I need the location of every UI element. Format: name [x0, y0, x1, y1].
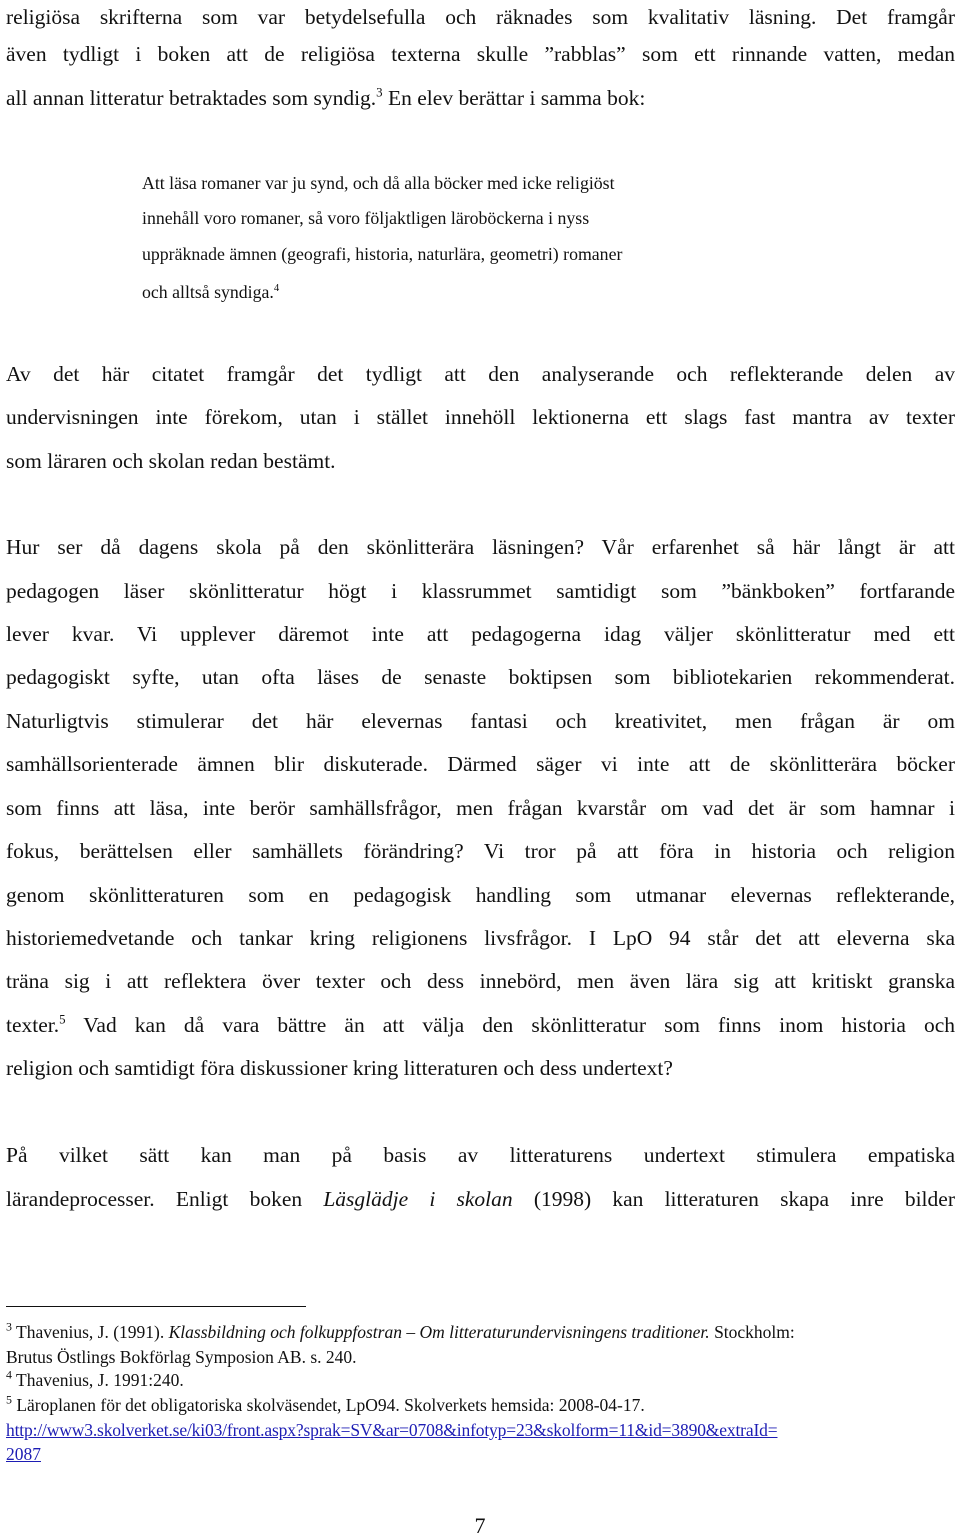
footnote-5-link-continued[interactable]: 2087	[6, 1444, 41, 1464]
footnote-3-line-2: Brutus Östlings Bokförlag Symposion AB. s. 240.	[6, 1347, 357, 1367]
footnote-5-text: Läroplanen för det obligatoriska skolväsendet, LpO94. Skolverkets hemsida: 2008-04-17.	[11, 1395, 645, 1415]
paragraph-3-line-3: lever kvar. Vi upplever däremot inte att pedagogerna idag väljer skönlitteratur med ett	[6, 622, 955, 646]
quote-line-2: innehåll voro romaner, så voro följaktligen läroböckerna i nyss	[142, 208, 590, 228]
paragraph-4-line-2-rest: (1998) kan litteraturen skapa inre bilder	[512, 1187, 955, 1211]
footnote-5	[6, 1394, 645, 1416]
footnote-3	[6, 1321, 795, 1343]
paragraph-3-line-11: träna sig i att reflektera över texter och dess innebörd, men även lära sig att kritiskt granska	[6, 969, 955, 993]
paragraph-3-line-10: historiemedvetande och tankar kring religionens livsfrågor. I LpO 94 står det att eleverna ska	[6, 926, 955, 950]
paragraph-3-line-2: pedagogen läser skönlitteratur högt i klassrummet samtidigt som ”bänkboken” fortfarande	[6, 579, 955, 603]
book-title: Läsglädje i skolan	[323, 1187, 513, 1211]
paragraph-3-line-7: som finns att läsa, inte berör samhällsfrågor, men frågan kvarstår om vad det är som hamnar i	[6, 796, 955, 820]
paragraph-3-line-4: pedagogiskt syfte, utan ofta läses de senaste boktipsen som bibliotekarien rekommenderat.	[6, 665, 955, 689]
paragraph-2-line-2: undervisningen inte förekom, utan i stället innehöll lektionerna ett slags fast mantra av texter	[6, 405, 955, 429]
footnote-ref-4: 4	[273, 282, 280, 295]
footnote-4	[6, 1369, 184, 1391]
paragraph-3-line-5: Naturligtvis stimulerar det här elevernas fantasi och kreativitet, men frågan är om	[6, 709, 955, 733]
paragraph-3-line-13: religion och samtidigt föra diskussioner kring litteraturen och dess undertext?	[6, 1056, 673, 1080]
paragraph-1-line-3-rest: En elev berättar i samma bok:	[382, 86, 646, 110]
paragraph-3-line-1: Hur ser då dagens skola på den skönlitterära läsningen? Vår erfarenhet så här långt är att	[6, 535, 955, 559]
paragraph-3-line-12-text: texter.	[6, 1013, 60, 1037]
footnote-3-title: Klassbildning och folkuppfostran – Om litteraturundervisningens traditioner.	[168, 1322, 710, 1342]
paragraph-1-line-3	[6, 85, 645, 111]
footnote-3-place: Stockholm:	[709, 1322, 795, 1342]
paragraph-3-line-6: samhällsorienterade ämnen blir diskuterade. Därmed säger vi inte att de skönlitterära böcker	[6, 752, 955, 776]
page-number: 7	[474, 1513, 486, 1538]
paragraph-3-line-8: fokus, berättelsen eller samhällets förändring? Vi tror på att föra in historia och religion	[6, 839, 955, 863]
footnote-3-author: Thavenius, J. (1991).	[11, 1322, 169, 1342]
quote-line-3: uppräknade ämnen (geografi, historia, naturlära, geometri) romaner	[142, 244, 623, 264]
footnote-5-number: 5	[6, 1392, 12, 1407]
quote-line-1: Att läsa romaner var ju synd, och då alla böcker med icke religiöst	[142, 173, 615, 193]
footnote-4-number: 4	[6, 1367, 12, 1382]
footnote-ref-5: 5	[59, 1012, 66, 1027]
footnote-separator	[6, 1306, 306, 1307]
footnote-ref-3: 3	[376, 85, 383, 100]
paragraph-1-line-3-text: all annan litteratur betraktades som syndig.	[6, 86, 377, 110]
paragraph-1-line-1: religiösa skrifterna som var betydelsefulla och räknades som kvalitativ läsning. Det framgår	[6, 5, 955, 29]
quote-line-4-text: och alltså syndiga.	[142, 282, 274, 302]
footnote-5-link[interactable]: http://www3.skolverket.se/ki03/front.aspx?sprak=SV&ar=0708&infotyp=23&skolform=11&id=3890&extraId=	[6, 1420, 778, 1440]
paragraph-4-line-2-text: lärandeprocesser. Enligt boken	[6, 1187, 324, 1211]
paragraph-3-line-12-rest: Vad kan då vara bättre än att välja den skönlitteratur som finns inom historia och	[65, 1013, 955, 1037]
paragraph-3-line-12	[6, 1012, 955, 1038]
paragraph-2-line-1: Av det här citatet framgår det tydligt att den analyserande och reflekterande delen av	[6, 362, 955, 386]
footnote-4-text: Thavenius, J. 1991:240.	[11, 1370, 184, 1390]
paragraph-4-line-1: På vilket sätt kan man på basis av litteraturens undertext stimulera empatiska	[6, 1143, 955, 1167]
paragraph-4-line-2	[6, 1186, 955, 1212]
quote-line-4	[142, 279, 279, 305]
paragraph-3-line-9: genom skönlitteraturen som en pedagogisk handling som utmanar elevernas reflekterande,	[6, 883, 955, 907]
paragraph-1-line-2: även tydligt i boken att de religiösa texterna skulle ”rabblas” som ett rinnande vatten, medan	[6, 42, 955, 66]
paragraph-2-line-3: som läraren och skolan redan bestämt.	[6, 449, 336, 473]
footnote-3-number: 3	[6, 1319, 12, 1334]
